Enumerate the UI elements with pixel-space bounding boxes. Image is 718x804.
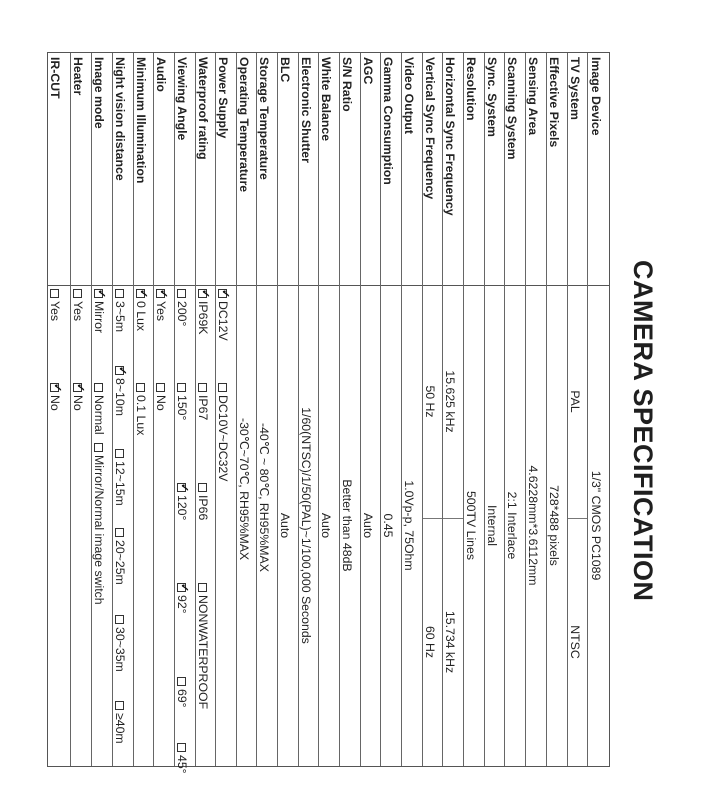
option-item (114, 528, 126, 585)
spec-label: S/N Ratio (340, 57, 355, 112)
checked-checkbox-icon (218, 289, 227, 298)
option-item (217, 383, 229, 481)
option-item (197, 289, 209, 335)
spec-row (112, 53, 134, 766)
empty-checkbox-icon (50, 289, 59, 298)
empty-checkbox-icon (177, 677, 186, 686)
option-item (155, 289, 167, 321)
spec-row (70, 53, 92, 766)
spec-value: 0.45 (381, 513, 396, 538)
column-divider (133, 285, 153, 286)
spec-row (153, 53, 175, 766)
spec-label: Viewing Angle (175, 57, 190, 141)
option-item (217, 289, 229, 341)
spec-value: Better than 48dB (340, 479, 355, 572)
spec-label: BLC (278, 57, 293, 83)
empty-checkbox-icon (198, 383, 207, 392)
empty-checkbox-icon (177, 743, 186, 752)
spec-value: 728*488 pixels (547, 485, 562, 566)
empty-checkbox-icon (94, 443, 103, 452)
empty-checkbox-icon (115, 289, 124, 298)
spec-label: Scanning System (505, 57, 520, 160)
option-label: 0 Lux (134, 301, 149, 332)
option-label: ≥40m (113, 713, 128, 744)
page-title: CAMERA SPECIFICATION (628, 260, 658, 602)
spec-label: Sync. System (485, 57, 500, 137)
option-label: 8~10m (113, 378, 128, 416)
column-divider (215, 285, 236, 286)
pal-value: 50 Hz (423, 385, 438, 418)
option-label: Yes (71, 301, 86, 322)
option-label: IP66 (196, 495, 211, 521)
checked-checkbox-icon (156, 289, 165, 298)
empty-checkbox-icon (136, 383, 145, 392)
checked-checkbox-icon (198, 289, 207, 298)
spec-label: Storage Temperature (257, 57, 272, 180)
option-item (176, 583, 188, 614)
option-label: 3~5m (113, 301, 128, 333)
spec-value: 500TV Lines (464, 490, 479, 561)
spec-value: 1.0Vp-p, 75Ohm (402, 480, 417, 571)
empty-checkbox-icon (73, 289, 82, 298)
spec-value: Auto (278, 512, 293, 539)
option-label: 45° (175, 755, 190, 774)
spec-row (47, 53, 71, 766)
option-label: DC12V (216, 301, 231, 341)
option-item (93, 383, 105, 435)
column-divider (195, 285, 215, 286)
spec-label: Minimum Illumination (134, 57, 149, 184)
option-label: No (48, 395, 63, 411)
empty-checkbox-icon (177, 289, 186, 298)
spec-label: Electronic Shutter (299, 57, 314, 163)
spec-label: Video Output (402, 57, 417, 134)
spec-label: Night vision distance (113, 57, 128, 181)
option-item (114, 289, 126, 332)
option-item (114, 615, 126, 672)
spec-label: Waterproof rating (196, 57, 211, 160)
spec-label: Resolution (464, 57, 479, 121)
option-item (114, 701, 126, 744)
spec-value: 1/3" CMOS PC1089 (589, 470, 604, 581)
option-label: 20~25m (113, 540, 128, 585)
option-label: IP69K (196, 301, 211, 335)
option-item (49, 289, 61, 321)
pal-value: PAL (568, 390, 583, 413)
checked-checkbox-icon (73, 383, 82, 392)
option-label: Mirror (92, 301, 107, 334)
ntsc-value: 15.734 kHz (443, 610, 458, 674)
option-item (197, 583, 209, 709)
option-label: 200° (175, 301, 190, 327)
column-divider (153, 285, 174, 286)
spec-label: Gamma Consumption (381, 57, 396, 185)
spec-label: AGC (361, 57, 376, 85)
spec-value: 1/60(NTSC)/1/50(PAL)~1/100,000 Seconds (299, 407, 314, 644)
column-divider (70, 285, 91, 286)
column-divider (91, 285, 112, 286)
option-item (176, 483, 188, 520)
option-label: 12~15m (113, 461, 128, 506)
option-item (176, 743, 188, 774)
option-label: 69° (175, 689, 190, 708)
spec-row (504, 53, 526, 766)
spec-value: 4.6228mm*3.6112mm (526, 465, 541, 586)
spec-label: IR-CUT (48, 57, 63, 99)
empty-checkbox-icon (115, 528, 124, 537)
spec-row (484, 53, 505, 766)
spec-label: TV System (568, 57, 583, 120)
spec-label: Effective Pixels (547, 57, 562, 148)
spec-label: White Balance (319, 57, 334, 142)
option-item (72, 383, 84, 411)
option-label: 92° (175, 595, 190, 614)
option-item (176, 383, 188, 420)
option-label: Normal (92, 395, 107, 435)
empty-checkbox-icon (198, 583, 207, 592)
spec-value: 2:1 Interlace (505, 491, 520, 560)
option-item (155, 383, 167, 411)
option-item (176, 677, 188, 708)
spec-table (47, 52, 610, 774)
spec-label: Vertical Sync Frequency (423, 57, 438, 200)
spec-value: Auto (319, 512, 334, 539)
column-divider (256, 285, 277, 286)
spec-label: Image Device (589, 57, 604, 136)
option-label: Yes (154, 301, 169, 322)
spec-value: -40℃ ~ 80℃, RH95%MAX (257, 423, 272, 572)
checked-checkbox-icon (136, 289, 145, 298)
option-item (93, 289, 105, 333)
spec-row (298, 53, 319, 766)
spec-value: Internal (485, 504, 500, 547)
spec-row (422, 53, 443, 766)
spec-row (256, 53, 278, 766)
option-item (135, 383, 147, 435)
spec-label: Image mode (92, 57, 107, 129)
column-divider (47, 285, 70, 286)
checked-checkbox-icon (94, 289, 103, 298)
column-divider (174, 285, 195, 286)
empty-checkbox-icon (115, 701, 124, 710)
spec-row (463, 53, 485, 766)
spec-row (401, 53, 423, 766)
option-label: 0.1 Lux (134, 395, 149, 436)
empty-checkbox-icon (198, 483, 207, 492)
ntsc-value: NTSC (568, 625, 583, 659)
spec-value: -30℃~70℃, RH95%MAX (237, 418, 252, 561)
spec-value: Auto (361, 512, 376, 539)
checked-checkbox-icon (177, 483, 186, 492)
spec-row (380, 53, 402, 766)
checked-checkbox-icon (50, 383, 59, 392)
empty-checkbox-icon (94, 383, 103, 392)
empty-checkbox-icon (115, 449, 124, 458)
option-item (72, 289, 84, 321)
option-label: 30~35m (113, 627, 128, 672)
option-label: DC10V~DC32V (216, 395, 231, 482)
spec-row (525, 53, 547, 766)
option-label: No (154, 395, 169, 411)
spec-row (339, 53, 361, 766)
spec-row (236, 53, 257, 766)
option-label: 150° (175, 395, 190, 421)
spec-row (546, 53, 568, 766)
spec-row (215, 53, 237, 766)
spec-row (174, 53, 196, 774)
ntsc-value: 60 Hz (423, 625, 438, 659)
option-item (114, 449, 126, 506)
option-item (135, 289, 147, 331)
spec-row (91, 53, 113, 766)
checked-checkbox-icon (115, 366, 124, 375)
checked-checkbox-icon (177, 583, 186, 592)
empty-checkbox-icon (115, 615, 124, 624)
spec-label: Sensing Area (526, 57, 541, 136)
pal-value: 15.625 kHz (443, 370, 458, 433)
spec-label: Operating Temperature (237, 57, 252, 193)
column-divider (112, 285, 133, 286)
empty-checkbox-icon (177, 383, 186, 392)
option-label: Yes (48, 301, 63, 322)
spec-row (588, 53, 609, 766)
spec-row (277, 53, 299, 766)
spec-label: Power Supply (216, 57, 231, 139)
option-item (197, 383, 209, 420)
empty-checkbox-icon (218, 383, 227, 392)
option-label: IP67 (196, 395, 211, 421)
option-label: NONWATERPROOF (196, 595, 211, 710)
option-item (197, 483, 209, 520)
option-label: No (71, 395, 86, 411)
spec-row (195, 53, 216, 766)
empty-checkbox-icon (156, 383, 165, 392)
spec-label: Heater (71, 57, 86, 96)
option-label: 120° (175, 495, 190, 521)
spec-row (360, 53, 381, 766)
spec-row (133, 53, 154, 766)
spec-label: Horizontal Sync Frequency (443, 57, 458, 216)
spec-row (318, 53, 340, 766)
spec-row (567, 53, 588, 766)
column-divider (236, 285, 256, 286)
spec-row (442, 53, 464, 766)
spec-label: Audio (154, 57, 169, 92)
option-item (114, 366, 126, 416)
option-item (49, 383, 61, 411)
option-item (176, 289, 188, 326)
option-label: Mirror/Normal image switch (92, 455, 107, 605)
option-item (93, 443, 105, 605)
